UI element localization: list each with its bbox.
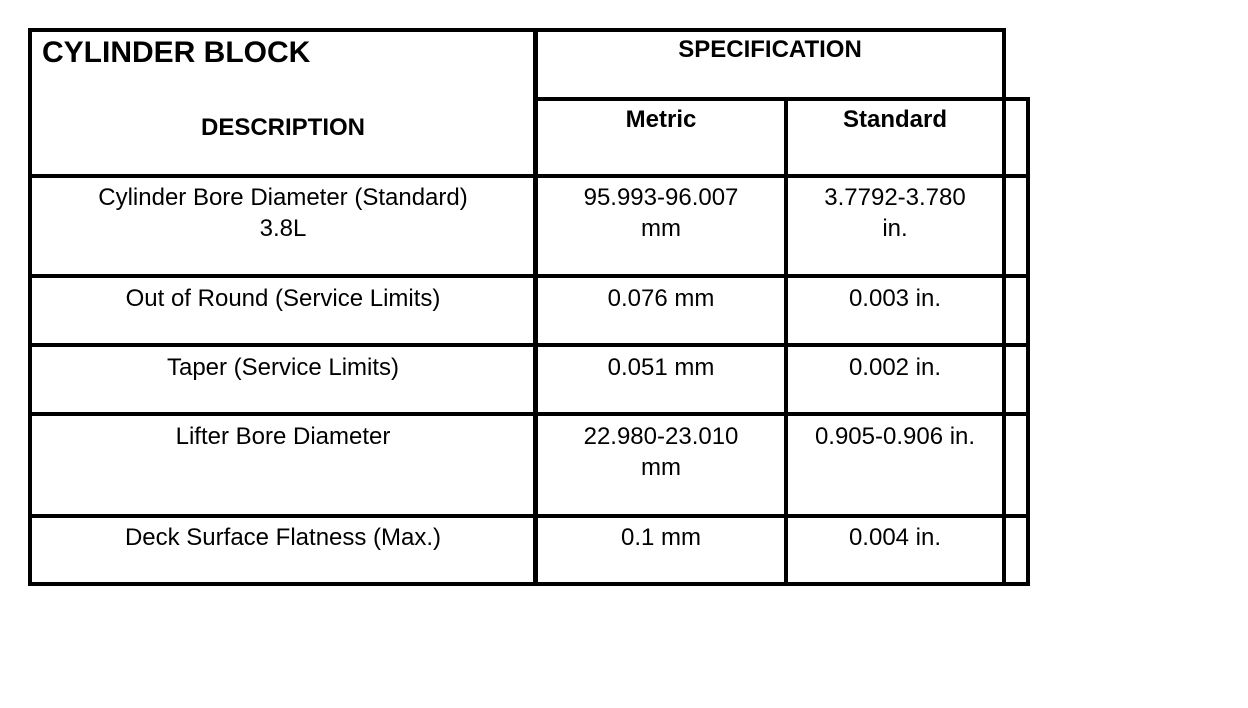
rule-row-4: [28, 514, 1030, 518]
rule-row-3: [28, 412, 1030, 416]
spec-header: SPECIFICATION: [678, 36, 862, 63]
rule-header-bottom: [28, 174, 1030, 178]
row-4-standard: 0.905-0.906 in.: [814, 423, 976, 450]
row-2-standard: 0.003 in.: [848, 285, 942, 312]
row-4-metric: 22.980-23.010 mm: [583, 423, 739, 481]
row-5-metric: 0.1 mm: [620, 524, 701, 551]
rule-bottom: [28, 582, 1030, 586]
rule-row-2: [28, 343, 1030, 347]
rule-col-standard: [1002, 28, 1006, 586]
row-3-standard: 0.002 in.: [848, 354, 942, 381]
rule-top: [28, 28, 1006, 32]
row-1-metric: 95.993-96.007 mm: [583, 184, 739, 242]
table-title: CYLINDER BLOCK: [42, 36, 311, 69]
rule-subheader: [536, 97, 1030, 101]
rule-right: [1026, 97, 1030, 586]
metric-header: Metric: [625, 106, 697, 133]
row-5-standard: 0.004 in.: [848, 524, 942, 551]
row-5-description: Deck Surface Flatness (Max.): [124, 524, 442, 551]
row-1-description: Cylinder Bore Diameter (Standard) 3.8L: [98, 184, 468, 242]
description-header: DESCRIPTION: [200, 114, 365, 141]
row-2-description: Out of Round (Service Limits): [125, 285, 441, 312]
standard-header: Standard: [842, 106, 947, 133]
row-1-standard: 3.7792-3.780 in.: [824, 184, 966, 242]
row-3-description: Taper (Service Limits): [166, 354, 400, 381]
row-4-description: Lifter Bore Diameter: [175, 423, 391, 450]
row-3-metric: 0.051 mm: [607, 354, 715, 381]
rule-col-metric: [784, 97, 788, 586]
rule-row-1: [28, 274, 1030, 278]
row-2-metric: 0.076 mm: [607, 285, 715, 312]
